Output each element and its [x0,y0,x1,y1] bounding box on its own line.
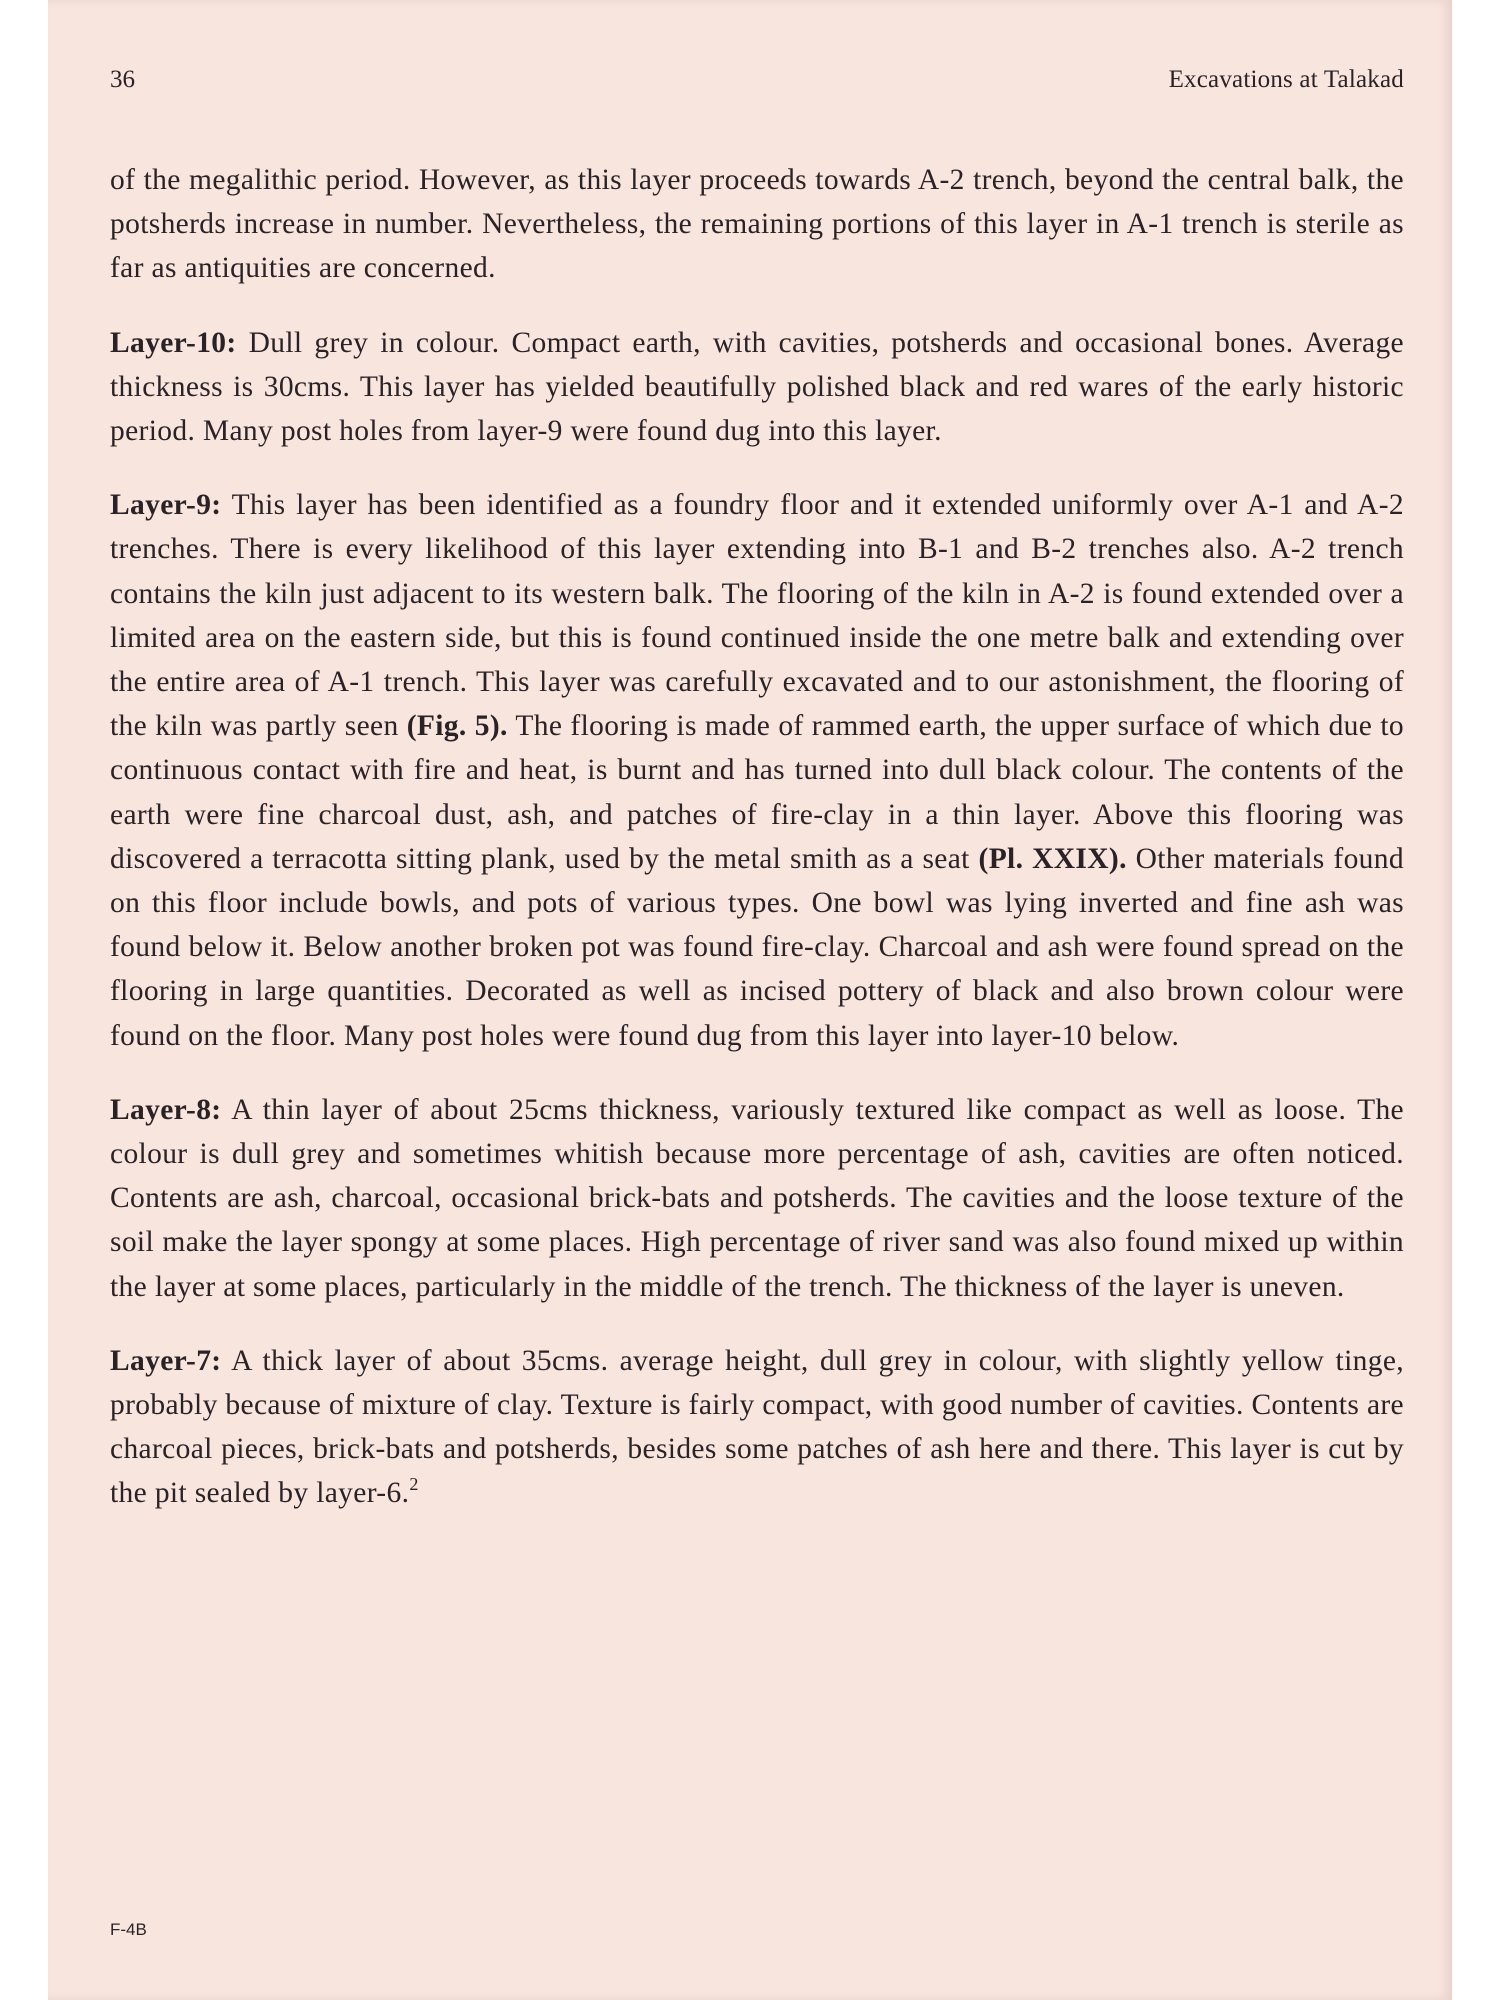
page-number: 36 [110,66,135,93]
layer-label: Layer-7: [110,1344,222,1377]
book-page [48,0,1452,2000]
footnote-marker: 2 [409,1474,419,1495]
paragraph-layer-10 [110,321,1404,454]
figure-reference: (Fig. 5). [406,710,508,743]
layer-label: Layer-9: [110,489,222,522]
plate-reference: (Pl. XXIX). [978,842,1127,875]
running-title: Excavations at Talakad [1168,66,1404,93]
paragraph-text: A thick layer of about 35cms. average height, dull grey in colour, with slightly yellow tinge, probably because of mixture of clay. Texture is fairly compact, with good number of cavities. Contents are charcoal pieces, brick-bats and potsherds, besides some patches of ash here and there. This layer is cut by the pit sealed by layer-6. [110,1344,1404,1510]
paragraph-text: Dull grey in colour. Compact earth, with cavities, potsherds and occasional bones. Average thickness is 30cms. This layer has yielded beautifully polished black and red wares of the early historic period. Many post holes from layer-9 were found dug into this layer. [110,326,1404,448]
paragraph-text: A thin layer of about 25cms thickness, variously textured like compact as well as loose. The colour is dull grey and sometimes whitish because more percentage of ash, cavities are often noticed. Contents are ash, charcoal, occasional brick-bats and potsherds. The cavities and the loose texture of the soil make the layer spongy at some places. High percentage of river sand was also found mixed up within the layer at some places, particularly in the middle of the trench. The thickness of the layer is uneven. [110,1093,1404,1303]
paragraph-text: This layer has been identified as a foundry floor and it extended uniformly over A-1 and A-2 trenches. There is every likelihood of this layer extending into B-1 and B-2 trenches also. A-2 trench contains the kiln just adjacent to its western balk. The flooring of the kiln in A-2 is found extended over a limited area on the eastern side, but this is found continued inside the one metre balk and extending over the entire area of A-1 trench. This layer was carefully excavated and to our astonishment, the flooring of the kiln was partly seen [110,489,1404,743]
paragraph-continuation [110,158,1404,291]
paragraph-text: The flooring is made of rammed earth, the upper surface of which due to continuous contact with fire and heat, is burnt and has turned into dull black colour. The contents of the earth were fine charcoal dust, ash, and patches of fire-clay in a thin layer. Above this flooring was discovered a terracotta sitting plank, used by the metal smith as a seat [110,710,1404,875]
page-header [110,66,1404,106]
paragraph-layer-9 [110,483,1404,1058]
signature-mark: F-4B [110,1920,147,1939]
paragraph-layer-8 [110,1088,1404,1309]
paragraph-layer-7 [110,1339,1404,1516]
body-text [110,158,1404,1546]
layer-label: Layer-10: [110,326,237,359]
paragraph-text: Other materials found on this floor include bowls, and pots of various types. One bowl was lying inverted and fine ash was found below it. Below another broken pot was found fire-clay. Charcoal and ash were found spread on the flooring in large quantities. Decorated as well as incised pottery of black and also brown colour were found on the floor. Many post holes were found dug from this layer into layer-10 below. [110,842,1404,1052]
paragraph-text: of the megalithic period. However, as this layer proceeds towards A-2 trench, beyond the central balk, the potsherds increase in number. Nevertheless, the remaining portions of this layer in A-1 trench is sterile as far as antiquities are concerned. [110,164,1404,285]
layer-label: Layer-8: [110,1093,222,1126]
